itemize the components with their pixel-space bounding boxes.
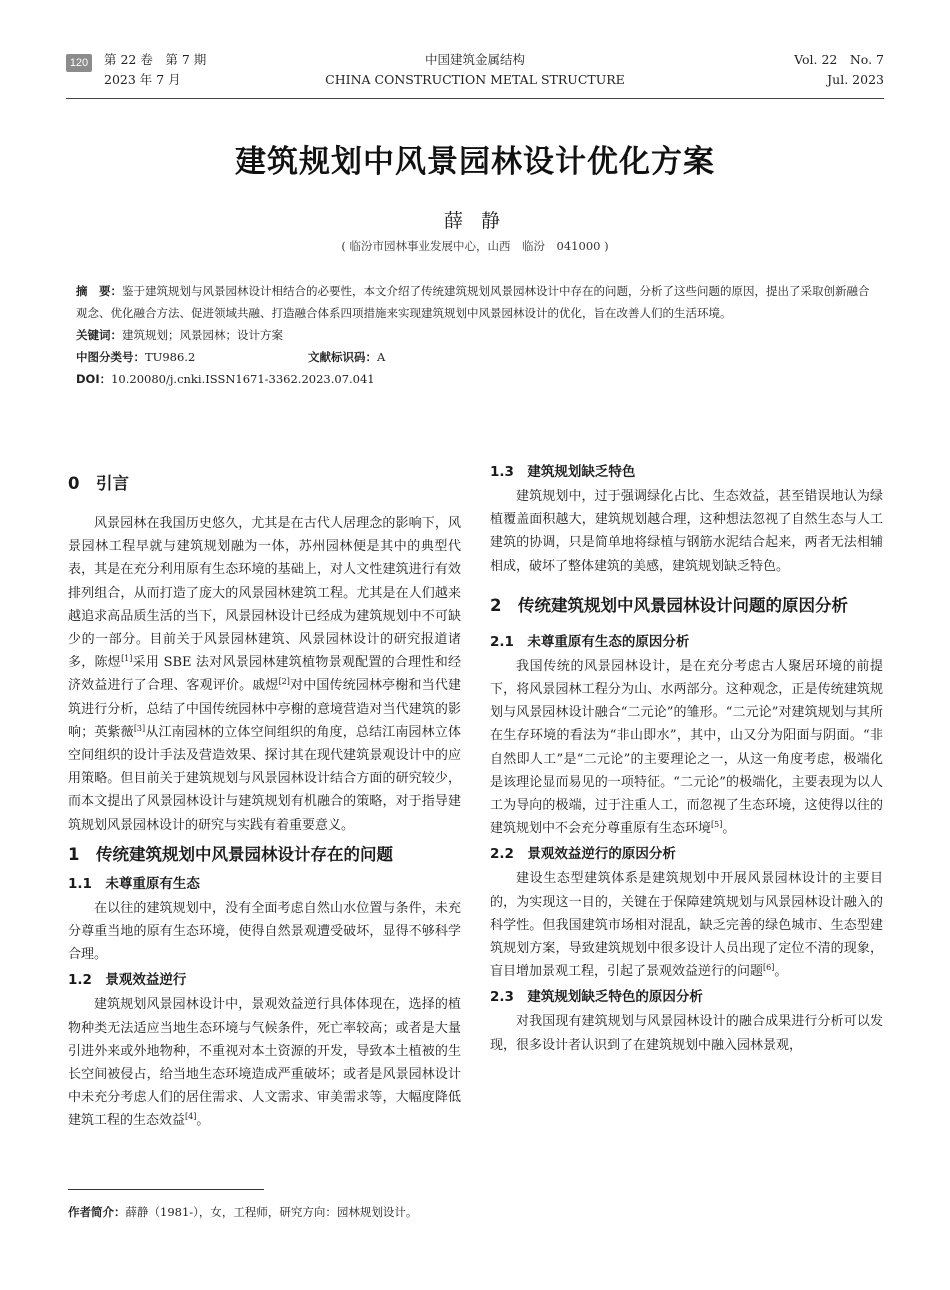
footnote-text: 薛静（1981-），女，工程师，研究方向：园林规划设计。 bbox=[125, 1205, 418, 1219]
section-2-2-heading: 2.2 景观效益逆行的原因分析 bbox=[490, 846, 676, 863]
doc-code-label: 文献标识码： bbox=[308, 350, 377, 364]
section-2-3-heading: 2.3 建筑规划缺乏特色的原因分析 bbox=[490, 989, 703, 1006]
keywords-label: 关键词： bbox=[76, 328, 122, 342]
text-run: 风景园林在我国历史悠久，尤其是在古代人居理念的影响下，风景园林工程早就与建筑规划融为一体，苏州园林便是其中的典型代表，其是在充分利用原有生态环境的基础上，对人文性建筑进行有效排列组合，从而打造了庞大的风景园林建筑工程。尤其是在人们越来越追求高品质生活的当下，风景园林设计已经成为建筑规划中不可缺少的一部分。目前关于风景园林建筑、风景园林设计的研究报道诸多，陈煜 bbox=[68, 516, 461, 671]
issue-date: 2023 年 7 月 bbox=[104, 72, 181, 87]
section-2-2-paragraph bbox=[490, 867, 883, 983]
footnote-divider bbox=[68, 1189, 264, 1190]
section-2-1-heading: 2.1 未尊重原有生态的原因分析 bbox=[490, 633, 690, 650]
citation-1: [1] bbox=[121, 654, 133, 664]
abstract-label: 摘 要： bbox=[76, 284, 122, 298]
volume-issue-en: Vol. 22 No. 7 bbox=[794, 52, 884, 67]
issue-date-en: Jul. 2023 bbox=[827, 72, 884, 87]
doi-value: 10.20080/j.cnki.ISSN1671-3362.2023.07.041 bbox=[111, 372, 375, 386]
document-code bbox=[308, 346, 385, 368]
journal-name-cn: 中国建筑金属结构 bbox=[424, 52, 525, 67]
left-column bbox=[68, 470, 461, 1133]
section-0-paragraph bbox=[68, 512, 461, 837]
doi-label: DOI： bbox=[76, 372, 112, 386]
text-run: 。 bbox=[722, 821, 736, 837]
citation-5: [5] bbox=[711, 820, 723, 830]
author-affiliation: ( 临汾市园林事业发展中心，山西 临汾 041000 ) bbox=[341, 239, 609, 253]
classification-line bbox=[76, 346, 876, 368]
citation-4: [4] bbox=[185, 1112, 197, 1122]
text-run: 我国传统的风景园林设计，是在充分考虑古人聚居环境的前提下，将风景园林工程分为山、水两部分。这种观念，正是传统建筑规划与风景园林设计融合“二元论”的雏形。“二元论”对建筑规划与其所在生存环境的看法为“非山即水”，其中，山又分为阳面与阴面。“非自然即人工”是“二元论”的主要理论之一，从这一角度考虑，极端化是该理论显而易见的一项特征。“二元论”的极端化，主要表现为以人工为导向的极端，过于注重人工，而忽视了生态环境，这使得以往的建筑规划中不会充分尊重原有生态环境 bbox=[490, 658, 883, 837]
citation-2: [2] bbox=[278, 677, 290, 687]
clc-label: 中图分类号： bbox=[76, 350, 145, 364]
section-1-1-paragraph: 在以往的建筑规划中，没有全面考虑自然山水位置与条件，未充分尊重当地的原有生态环境，使得自然景观遭受破坏，显得不够科学合理。 bbox=[68, 900, 461, 963]
section-2-1-paragraph bbox=[490, 655, 883, 841]
header-right bbox=[794, 50, 884, 90]
clc-value: TU986.2 bbox=[145, 350, 196, 364]
section-2-3-paragraph: 对我国现有建筑规划与风景园林设计的融合成果进行分析可以发现，很多设计者认识到了在建筑规划中融入园林景观， bbox=[490, 1014, 883, 1053]
section-1-heading: 1 传统建筑规划中风景园林设计存在的问题 bbox=[68, 844, 393, 864]
text-run: 建设生态型建筑体系是建筑规划中开展风景园林设计的主要目的，为实现这一目的，关键在于保障建筑规划与风景园林设计融入的科学性。但我国建筑市场相对混乱，缺乏完善的绿色城市、生态型建筑规划方案，导致建筑规划中很多设计人员出现了定位不清的现象，盲目增加景观工程，引起了景观效益逆行的问题 bbox=[490, 871, 883, 980]
author-name: 薛 静 bbox=[443, 210, 507, 232]
section-1-3-paragraph: 建筑规划中，过于强调绿化占比、生态效益，甚至错误地认为绿植覆盖面积越大，建筑规划越合理，这种想法忽视了自然生态与人工建筑的协调，只是简单地将绿植与钢筋水泥结合起来，两者无法相辅相成，破坏了整体建筑的美感，建筑规划缺乏特色。 bbox=[490, 489, 883, 574]
right-column bbox=[490, 461, 883, 1057]
section-2-heading: 2 传统建筑规划中风景园林设计问题的原因分析 bbox=[490, 595, 848, 615]
page-number: 120 bbox=[66, 54, 92, 72]
doi-line bbox=[76, 368, 876, 390]
citation-3: [3] bbox=[133, 723, 146, 733]
abstract-text: 鉴于建筑规划与风景园林设计相结合的必要性，本文介绍了传统建筑规划风景园林设计中存在的问题，分析了这些问题的原因，提出了采取创新融合观念、优化融合方法、促进领域共融、打造融合体系四项措施来实现建筑规划中风景园林设计的优化，旨在改善人们的生活环境。 bbox=[76, 284, 870, 320]
header-center bbox=[280, 50, 670, 90]
text-run: 从江南园林的立体空间组织的角度，总结江南园林立体空间组织的设计手法及营造效果、探讨其在现代建筑景观设计中的应用策略。但目前关于建筑规划与风景园林设计结合方面的研究较少，而本文提出了风景园林设计与建筑规划有机融合的策略，对于指导建筑规划风景园林设计的研究与实践有着重要意义。 bbox=[68, 724, 461, 833]
abstract-block bbox=[76, 280, 876, 390]
section-1-3-heading: 1.3 建筑规划缺乏特色 bbox=[490, 464, 636, 480]
paper-title: 建筑规划中风景园林设计优化方案 bbox=[235, 144, 715, 180]
header-divider bbox=[66, 98, 884, 99]
citation-6: [6] bbox=[763, 963, 775, 973]
header-left bbox=[104, 50, 206, 90]
text-run: 。 bbox=[774, 964, 788, 980]
author-bio-footnote bbox=[68, 1204, 417, 1220]
section-1-2-paragraph bbox=[68, 993, 461, 1132]
keywords-text: 建筑规划；风景园林；设计方案 bbox=[122, 328, 283, 342]
abstract bbox=[76, 280, 876, 324]
section-1-2-heading: 1.2 景观效益逆行 bbox=[68, 972, 187, 989]
doc-code-value: A bbox=[377, 350, 386, 364]
text-run: 对中国传统园林亭榭和当代建筑进行分析，总结了中国传统园林中亭榭的意境营造对当代建筑的影响；英紫薇 bbox=[68, 678, 461, 740]
keywords bbox=[76, 324, 876, 346]
footnote-label: 作者简介： bbox=[68, 1205, 126, 1219]
volume-issue: 第 22 卷 第 7 期 bbox=[104, 52, 207, 67]
text-run: 建筑规划风景园林设计中，景观效益逆行具体体现在，选择的植物种类无法适应当地生态环境与气候条件，死亡率较高；或者是大量引进外来或外地物种，不重视对本土资源的开发，导致本土植被的生长空间被侵占，给当地生态环境造成严重破坏；或者是风景园林设计中未充分考虑人们的居住需求、人文需求、审美需求等，大幅度降低建筑工程的生态效益 bbox=[68, 997, 461, 1129]
text-run: 采用 SBE 法对风景园林建筑植物景观配置的合理性和经济效益进行了合理、客观评价。戚煜 bbox=[68, 655, 461, 694]
section-0-heading: 0 引言 bbox=[68, 474, 129, 493]
journal-name-en: CHINA CONSTRUCTION METAL STRUCTURE bbox=[325, 72, 625, 87]
section-1-1-heading: 1.1 未尊重原有生态 bbox=[68, 875, 200, 892]
text-run: 。 bbox=[196, 1113, 210, 1129]
